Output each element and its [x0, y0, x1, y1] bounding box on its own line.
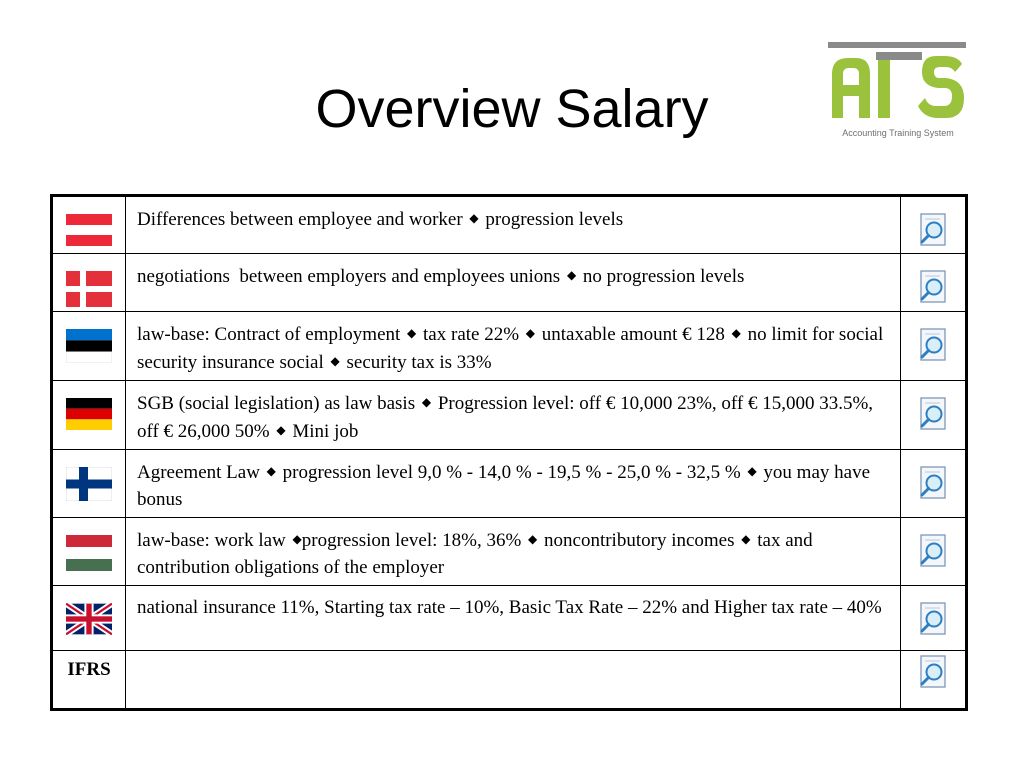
- table-row: [52, 312, 967, 381]
- hungary-flag-icon: [66, 535, 112, 571]
- flag-cell: [52, 196, 126, 254]
- estonia-flag-icon: [66, 329, 112, 363]
- row-description: [126, 518, 901, 586]
- table-row: [52, 196, 967, 254]
- logo-tagline: Accounting Training System: [842, 128, 954, 138]
- bullet-separator: ◆: [731, 326, 741, 340]
- ats-logo-mark: [826, 40, 970, 128]
- link-icon-cell[interactable]: [901, 254, 967, 312]
- table-row: [52, 254, 967, 312]
- link-icon-cell[interactable]: [901, 312, 967, 381]
- magnifier-document-icon[interactable]: [918, 397, 948, 431]
- bullet-separator: ◆: [741, 532, 751, 546]
- flag-cell: [52, 518, 126, 586]
- row-text-part: tax rate 22%: [423, 324, 520, 345]
- flag-cell: [52, 450, 126, 518]
- denmark-flag-icon: [66, 271, 112, 307]
- magnifier-document-icon[interactable]: [918, 466, 948, 500]
- magnifier-document-icon[interactable]: [918, 534, 948, 568]
- row-text-part: security tax is 33%: [346, 352, 492, 373]
- flag-cell: [52, 312, 126, 381]
- link-icon-cell[interactable]: [901, 518, 967, 586]
- row-text-part: tax and contribution obligations of the employer: [137, 530, 813, 578]
- magnifier-document-icon[interactable]: [918, 602, 948, 636]
- row-text-part: noncontributory incomes: [544, 530, 735, 551]
- finland-flag-icon: [66, 467, 112, 501]
- row-text-part: Differences between employee and worker: [137, 209, 463, 230]
- table-row: [52, 518, 967, 586]
- flag-cell: [52, 254, 126, 312]
- ifrs-label: IFRS: [52, 651, 126, 710]
- row-text-part: no progression levels: [582, 266, 745, 287]
- row-text-part: negotiations between employers and employees unions: [137, 266, 561, 287]
- row-text-part: Mini job: [292, 421, 359, 442]
- row-text-part: Progression level: off € 10,000 23%, off € 15,000 33.5%, off € 26,000 50%: [137, 393, 874, 442]
- bullet-separator: ◆: [421, 395, 432, 409]
- bullet-separator: ◆: [407, 326, 417, 340]
- row-text-part: no limit for social security insurance social: [137, 324, 884, 373]
- salary-overview-table: [50, 194, 968, 711]
- row-description: [126, 196, 901, 254]
- flag-cell: [52, 381, 126, 450]
- page-title: Overview Salary: [315, 79, 709, 139]
- table-row: [52, 651, 967, 710]
- magnifier-document-icon[interactable]: [918, 328, 948, 362]
- magnifier-document-icon[interactable]: [918, 213, 948, 247]
- bullet-separator: ◆: [292, 532, 302, 546]
- table-row: [52, 586, 967, 651]
- row-description: [126, 586, 901, 651]
- row-description: [126, 312, 901, 381]
- table-row: [52, 381, 967, 450]
- row-text-part: national insurance 11%, Starting tax rate – 10%, Basic Tax Rate – 22% and Higher tax rate – 40%: [137, 597, 882, 618]
- link-icon-cell[interactable]: [901, 196, 967, 254]
- row-text-part: law-base: Contract of employment: [137, 324, 401, 345]
- row-text-part: you may have bonus: [137, 462, 870, 510]
- row-text-part: progression levels: [485, 209, 624, 230]
- bullet-separator: ◆: [276, 423, 286, 437]
- row-text-part: law-base: work law: [137, 530, 286, 551]
- table-row: [52, 450, 967, 518]
- flag-cell: [52, 586, 126, 651]
- bullet-separator: ◆: [330, 354, 340, 368]
- row-description: [126, 381, 901, 450]
- uk-flag-icon: [66, 603, 112, 635]
- bullet-separator: ◆: [747, 464, 757, 478]
- row-text-part: untaxable amount € 128: [541, 324, 725, 345]
- ats-logo: [826, 40, 970, 144]
- magnifier-document-icon[interactable]: [918, 270, 948, 304]
- row-text-part: SGB (social legislation) as law basis: [137, 393, 416, 414]
- bullet-separator: ◆: [469, 211, 479, 225]
- row-description: [126, 450, 901, 518]
- bullet-separator: ◆: [525, 326, 536, 340]
- row-text-part: Agreement Law: [137, 462, 260, 483]
- row-text-part: progression level 9,0 % - 14,0 % - 19,5 % - 25,0 % - 32,5 %: [282, 462, 741, 483]
- austria-flag-icon: [66, 214, 112, 246]
- row-description: [126, 254, 901, 312]
- germany-flag-icon: [66, 398, 112, 430]
- row-description-empty: [126, 651, 901, 710]
- bullet-separator: ◆: [528, 532, 538, 546]
- bullet-separator: ◆: [266, 464, 276, 478]
- link-icon-cell[interactable]: [901, 586, 967, 651]
- magnifier-document-icon[interactable]: [918, 655, 948, 689]
- link-icon-cell[interactable]: [901, 450, 967, 518]
- link-icon-cell[interactable]: [901, 381, 967, 450]
- link-icon-cell[interactable]: [901, 651, 967, 710]
- row-text-part: progression level: 18%, 36%: [301, 530, 522, 551]
- bullet-separator: ◆: [566, 268, 577, 282]
